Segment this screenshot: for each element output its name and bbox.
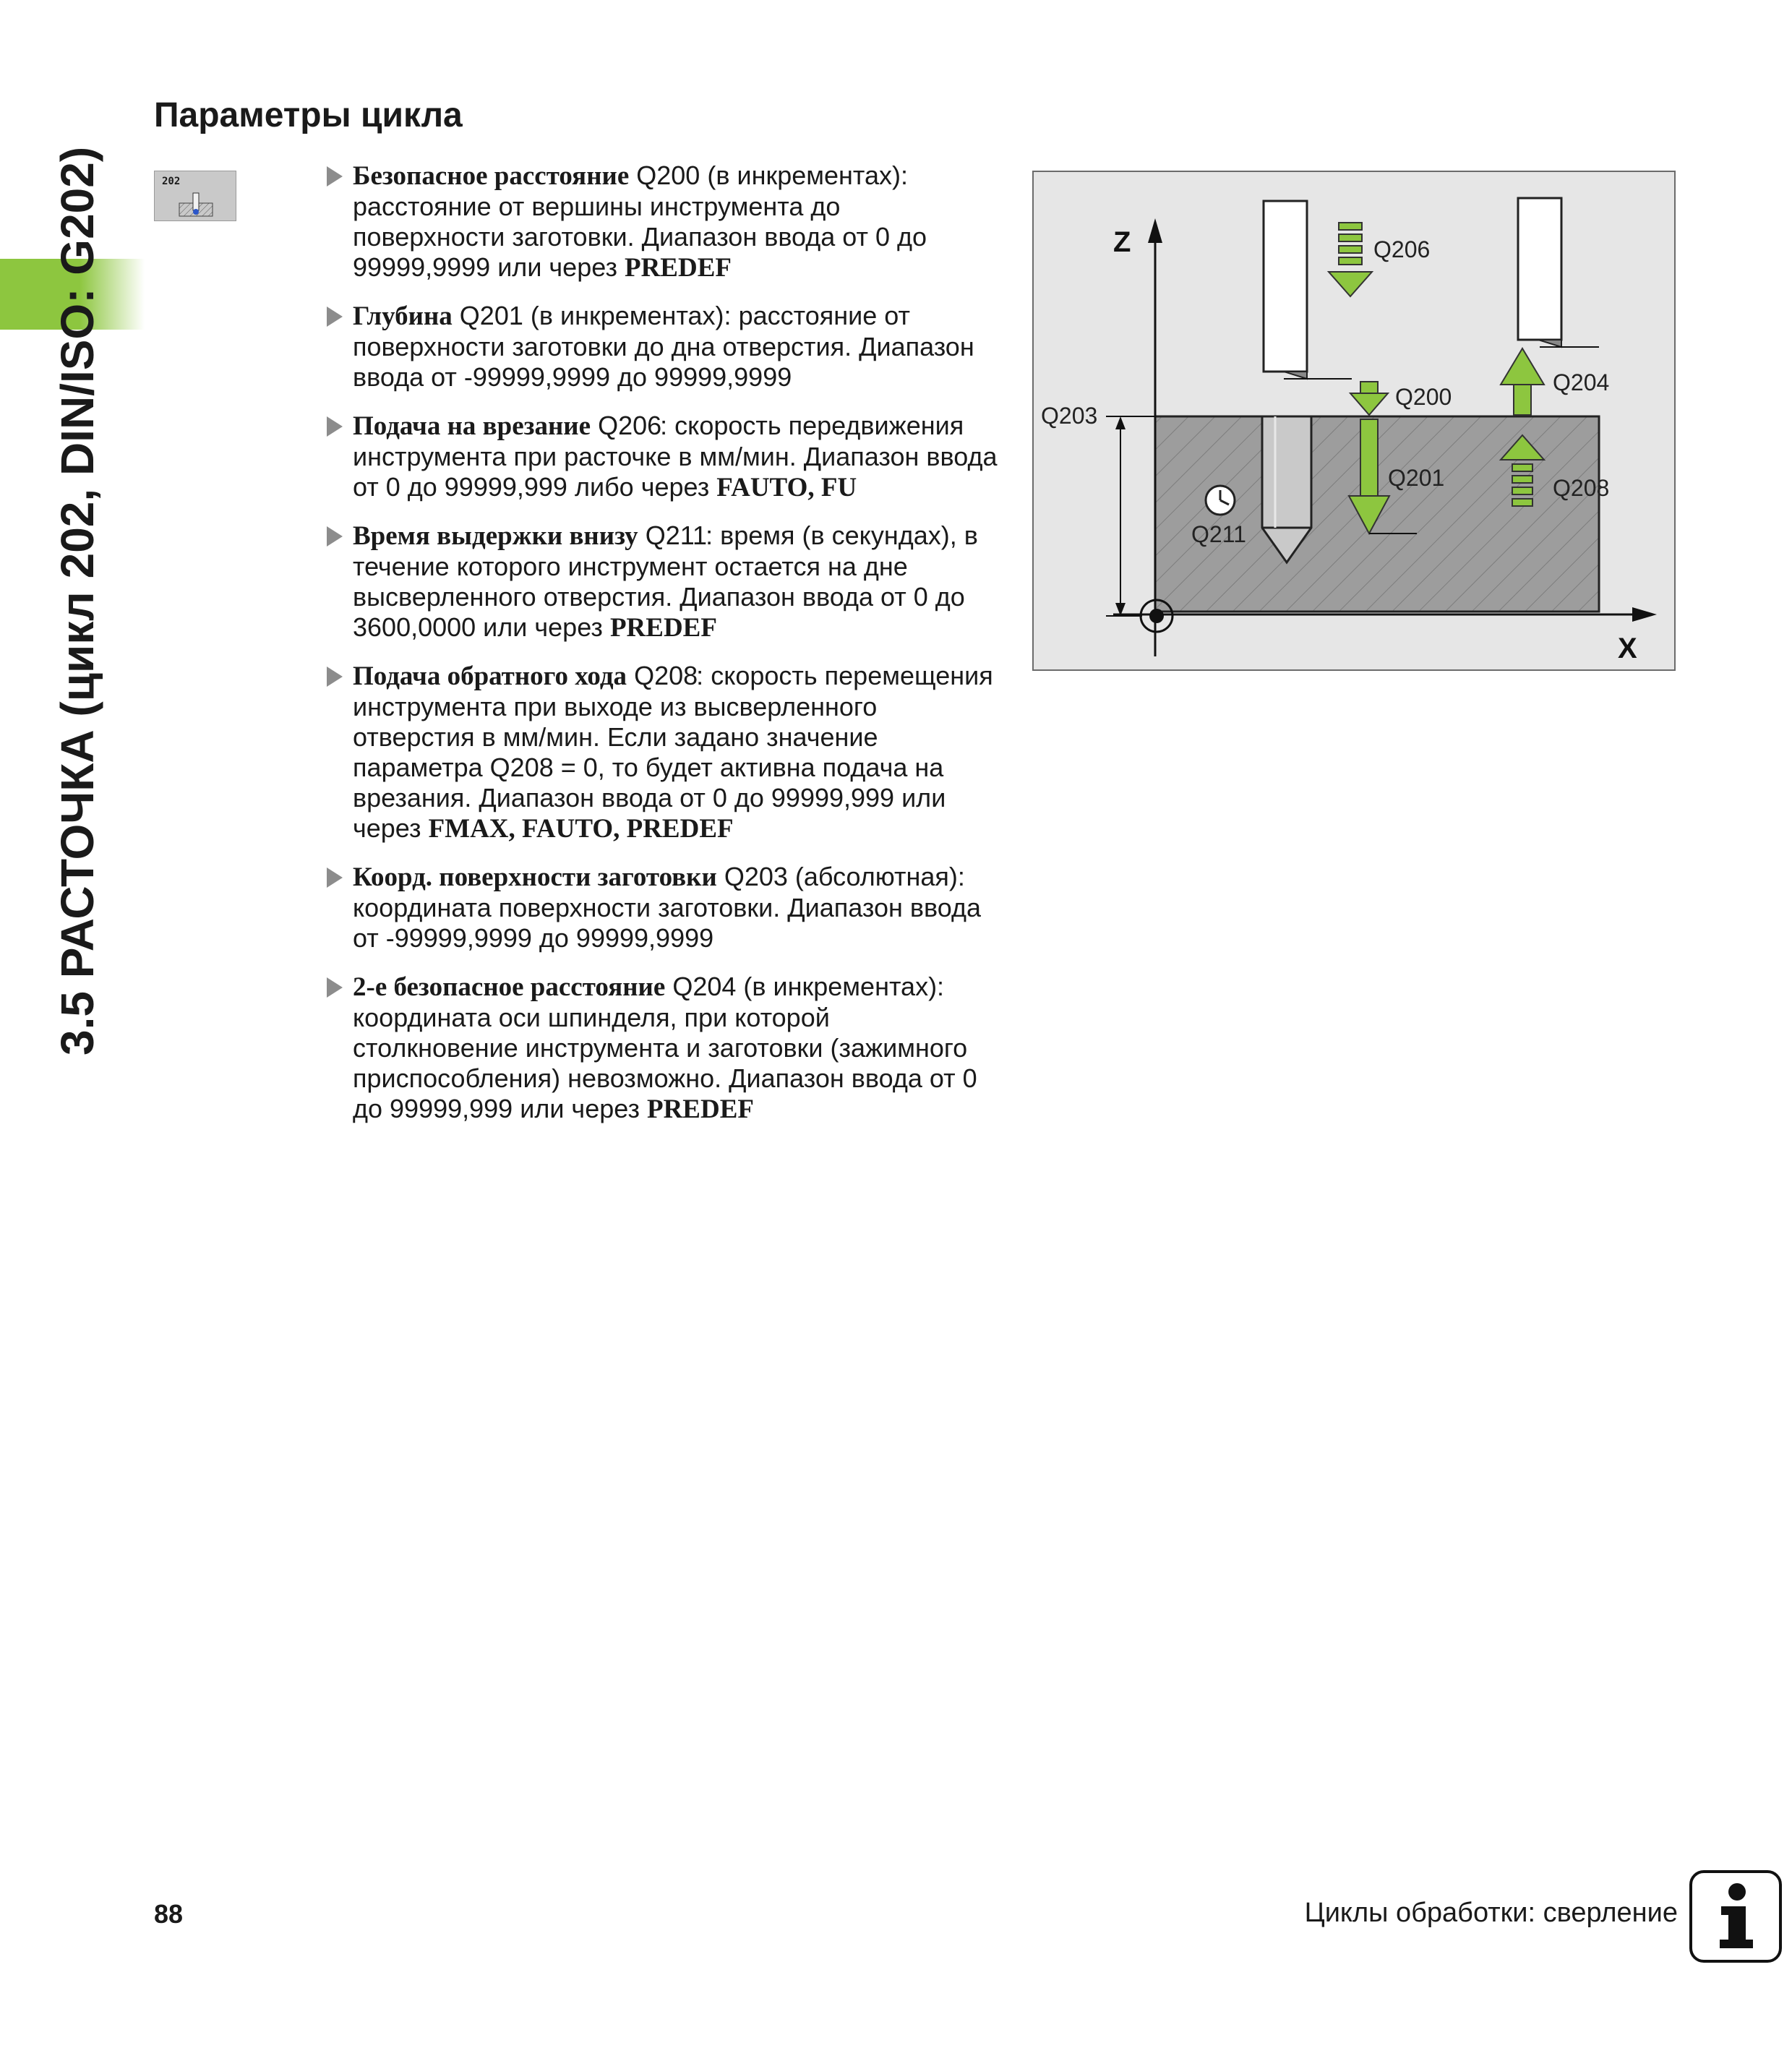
param-qualifier: (в инкрементах): [707, 160, 909, 190]
cycle-diagram [1032, 171, 1676, 671]
param-code: Q206 [598, 411, 662, 440]
q200-arrow [1350, 382, 1388, 415]
param-qualifier: : [706, 520, 713, 550]
param-q203 [325, 862, 998, 954]
param-description: расстояние от поверхности заготовки до дна отверстия. Диапазон ввода от -99999,9999 до 99999,9999 [353, 301, 974, 392]
boring-cycle-svg [1034, 172, 1674, 669]
param-q204 [325, 972, 998, 1125]
bullet-triangle-icon [327, 307, 343, 327]
label-q203: Q203 [1041, 403, 1098, 429]
label-q204: Q204 [1553, 369, 1610, 395]
tool-left [1264, 201, 1307, 379]
param-q201 [325, 301, 998, 393]
param-q206 [325, 411, 998, 503]
param-qualifier: : [696, 661, 704, 690]
param-q208 [325, 661, 998, 844]
label-q211: Q211 [1191, 521, 1246, 547]
param-code: Q203 [724, 862, 788, 891]
info-i-glyph [1692, 1873, 1779, 1960]
label-q201: Q201 [1388, 465, 1445, 491]
bullet-triangle-icon [327, 416, 343, 437]
param-code: Q201 [459, 301, 523, 330]
parameter-list [325, 160, 998, 1142]
param-keywords: PREDEF [609, 613, 717, 643]
cycle-number: 202 [162, 176, 181, 187]
param-keywords: PREDEF [646, 1094, 754, 1124]
x-axis-label: X [1618, 633, 1637, 664]
param-qualifier: : [660, 411, 668, 440]
param-name: Подача на врезание [353, 411, 591, 441]
param-q211 [325, 520, 998, 643]
param-name: 2-е безопасное расстояние [353, 972, 666, 1002]
param-keywords: PREDEF [624, 253, 732, 283]
param-description: координата оси шпинделя, при которой столкновение инструмента и заготовки (зажимного приспособления) невозможно. Диапазон ввода от 0 до 99999,999 или через [353, 1003, 977, 1123]
info-icon [1689, 1870, 1782, 1963]
param-code: Q208 [634, 661, 698, 690]
param-description: расстояние от вершины инструмента до поверхности заготовки. Диапазон ввода от 0 до 99999,9999 или через [353, 192, 927, 282]
tool-right [1518, 198, 1561, 347]
z-axis-label: Z [1113, 226, 1131, 258]
param-name: Глубина [353, 301, 453, 331]
section-title: Параметры цикла [154, 96, 463, 134]
param-code: Q200 [636, 160, 700, 190]
param-qualifier: (абсолютная): [794, 862, 965, 891]
q204-arrow [1501, 348, 1544, 415]
bullet-triangle-icon [327, 867, 343, 888]
param-description: координата поверхности заготовки. Диапазон ввода от -99999,9999 до 99999,9999 [353, 893, 982, 953]
param-keywords: FMAX, FAUTO, PREDEF [428, 814, 734, 844]
bullet-triangle-icon [327, 166, 343, 187]
param-keywords: FAUTO, FU [716, 473, 857, 502]
clock-icon [1206, 486, 1235, 515]
param-q200 [325, 160, 998, 283]
param-name: Время выдержки внизу [353, 521, 638, 551]
bullet-triangle-icon [327, 667, 343, 687]
param-description: скорость передвижения инструмента при расточке в мм/мин. Диапазон ввода от 0 до 99999,999 либо через [353, 411, 998, 502]
param-description: скорость перемещения инструмента при выходе из высверленного отверстия в мм/мин. Если задано значение параметра Q208 = 0, то будет активна подача на врезания. Диапазон ввода от 0 до 99999,999 или через [353, 661, 993, 843]
param-name: Подача обратного хода [353, 661, 627, 691]
label-q206: Q206 [1373, 236, 1431, 262]
q206-feed-arrow [1329, 223, 1372, 296]
param-code: Q204 [672, 972, 737, 1001]
param-name: Безопасное расстояние [353, 161, 630, 191]
cycle-softkey-icon [154, 171, 236, 221]
param-qualifier: (в инкрементах): [530, 301, 732, 330]
drill-icon [155, 171, 237, 222]
page-number: 88 [154, 1899, 184, 1929]
footer-chapter-title: Циклы обработки: сверление [1304, 1898, 1678, 1928]
param-qualifier: (в инкрементах): [743, 972, 945, 1001]
bullet-triangle-icon [327, 526, 343, 547]
bullet-triangle-icon [327, 977, 343, 998]
param-name: Коорд. поверхности заготовки [353, 862, 717, 892]
chapter-side-title: 3.5 РАСТОЧКА (цикл 202, DIN/ISO: G202) [51, 146, 103, 1055]
param-code: Q211 [645, 520, 708, 550]
label-q208: Q208 [1553, 475, 1610, 501]
label-q200: Q200 [1395, 384, 1452, 410]
param-description: время (в секундах), в течение которого инструмент остается на дне высверленного отверстия. Диапазон ввода от 0 до 3600,0000 или через [353, 520, 978, 642]
